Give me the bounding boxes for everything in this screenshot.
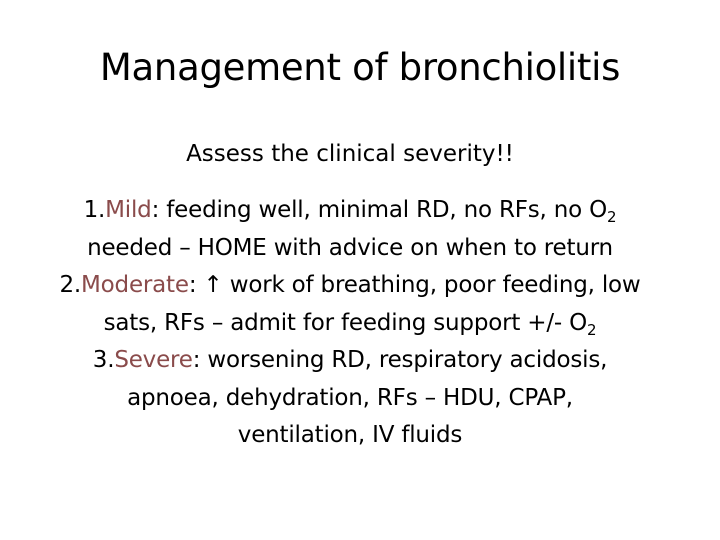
list-item-severe-line-1 bbox=[0, 342, 700, 380]
subscript: 2 bbox=[607, 208, 617, 226]
list-item-moderate-line-1 bbox=[0, 267, 700, 305]
separator: : bbox=[188, 272, 197, 298]
list-item-mild-line-2: needed – HOME with advice on when to return bbox=[87, 234, 613, 261]
list-item-severe-line-3: ventilation, IV fluids bbox=[237, 422, 463, 448]
moderate-text-2: sats, RFs – admit for feeding support +/- O bbox=[103, 309, 588, 336]
list-item-mild-line-1 bbox=[0, 192, 700, 230]
separator: : bbox=[151, 197, 160, 223]
list-number: 2. bbox=[59, 272, 82, 298]
list-number: 3. bbox=[92, 347, 115, 373]
severe-text: worsening RD, respiratory acidosis, bbox=[200, 347, 608, 373]
severity-keyword-moderate: Moderate bbox=[81, 272, 189, 298]
list-number: 1. bbox=[83, 197, 106, 223]
separator: : bbox=[192, 347, 201, 373]
mild-text: feeding well, minimal RD, no RFs, no O bbox=[159, 197, 608, 223]
up-arrow-icon: ↑ bbox=[203, 272, 223, 298]
list-item-severe-line-2: apnoea, dehydration, RFs – HDU, CPAP, bbox=[127, 384, 573, 411]
severity-keyword-mild: Mild bbox=[105, 197, 152, 223]
slide-title: Management of bronchiolitis bbox=[99, 46, 621, 89]
moderate-text: work of breathing, poor feeding, low bbox=[222, 272, 641, 298]
slide-subtitle: Assess the clinical severity!! bbox=[186, 141, 514, 167]
severity-list bbox=[0, 192, 700, 455]
severity-keyword-severe: Severe bbox=[114, 347, 193, 373]
list-item-moderate-line-2 bbox=[0, 305, 700, 343]
subscript: 2 bbox=[587, 320, 597, 339]
